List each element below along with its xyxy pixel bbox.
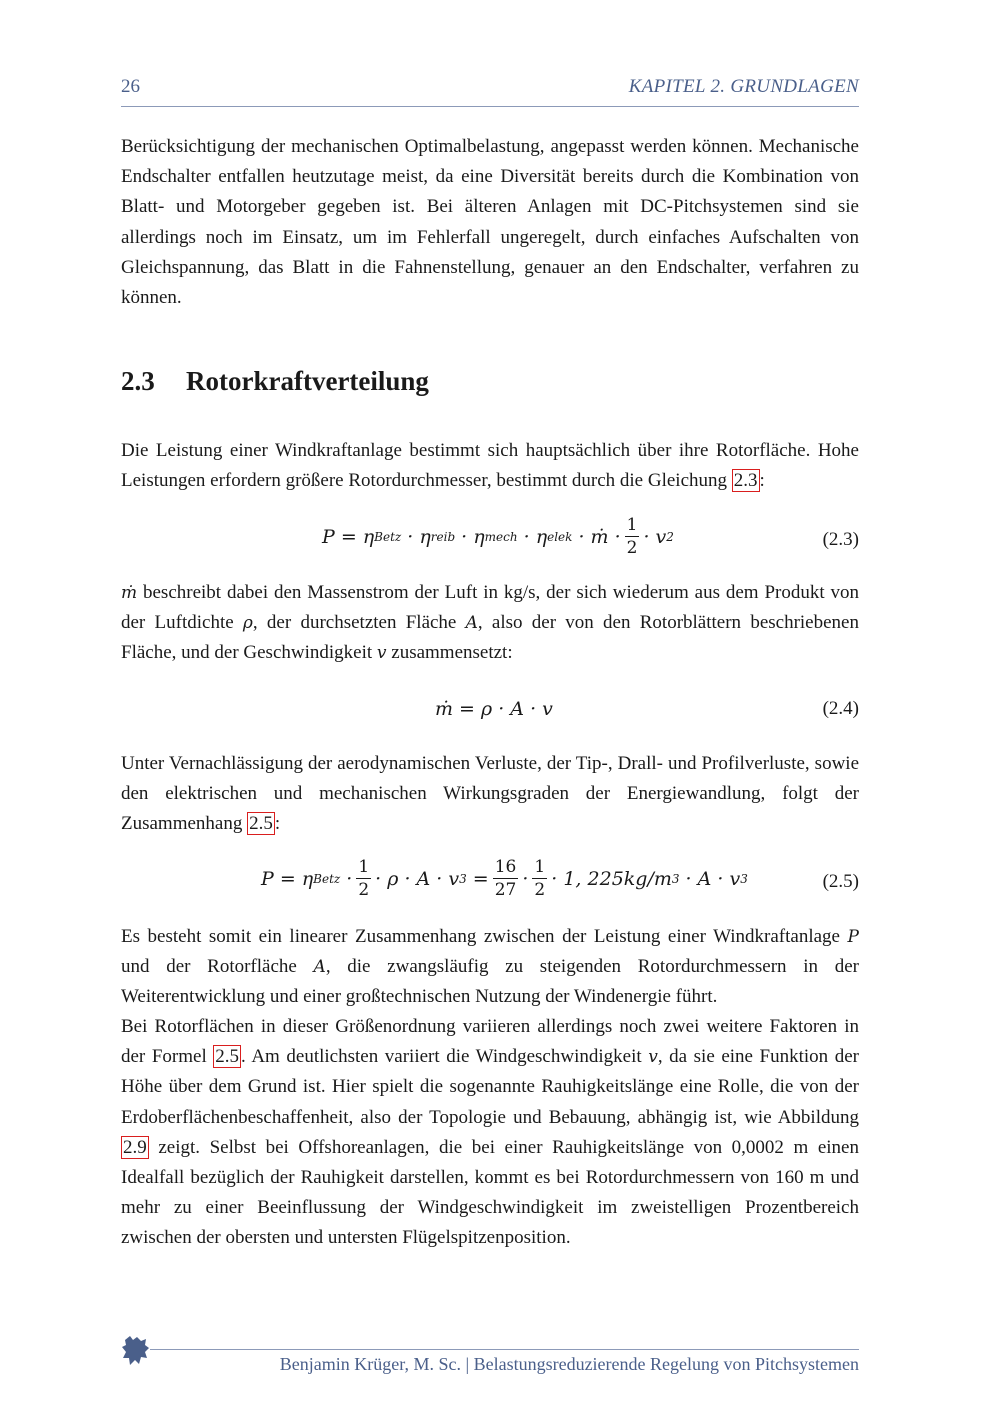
paragraph-text: zeigt. Selbst bei Offshoreanlagen, die bei einer Rauhigkeitslänge von 0,0002 m einen Idealfall bezüglich der Rauhigkeit darstellen, kommt es bei Rotordurchmessern von 160 m und mehr zu einer Beeinflussung der Windgeschwindigkeit im zweistelligen Prozentbereich zwischen der obersten und untersten Flügelspitzenposition. (121, 1136, 859, 1249)
paragraph-text: Unter Vernachlässigung der aerodynamischen Verluste, der Tip-, Drall- und Profilverluste, sowie den elektrischen und mechanischen Wirkungsgraden der Energiewandlung, folgt der Zusammenhang (121, 753, 859, 835)
paragraph-text: und der Rotorfläche (121, 956, 314, 978)
paragraph-text: , also der von den Rotorblättern beschriebenen Fläche, und der Geschwindigkeit (121, 612, 859, 664)
chapter-title: KAPITEL 2. GRUNDLAGEN (628, 76, 859, 97)
paragraph-text: zusammensetzt: (386, 642, 513, 664)
page-header (121, 74, 859, 107)
footer-divider (150, 1349, 859, 1350)
paragraph-text: , da sie eine Funktion der Höhe über dem Grund ist. Hier spielt die sogenannte Rauhigkeitslänge eine Rolle, die von der Erdoberflächenbeschaffenheit, also der Topologie und Bebauung, abhängig ist, wie Abbildung (121, 1046, 859, 1128)
paragraph-power (121, 436, 859, 496)
section-number: 2.3 (121, 366, 155, 396)
equation-number: (2.3) (822, 529, 859, 550)
university-logo (121, 1334, 151, 1368)
equation-2-3 (121, 514, 859, 564)
paragraph-text: Es besteht somit ein linearer Zusammenhang zwischen der Leistung einer Windkraftanlage (121, 926, 848, 947)
paragraph-text: . Am deutlichsten variiert die Windgeschwindigkeit (241, 1046, 649, 1068)
equation-number: (2.5) (822, 871, 859, 892)
paragraph-text: Bei Rotorflächen in dieser Größenordnung variieren allerdings noch zwei weitere Faktoren in der Formel (121, 1016, 859, 1068)
figure-ref-link[interactable]: 2.9 (123, 1136, 147, 1158)
punctuation: : (274, 813, 281, 835)
paragraph-roughness: Bei Rotorflächen in dieser Größenordnung variieren allerdings noch zwei weitere Faktoren in der Formel 2.5 . Am deutlichsten variiert die Windgeschwindigkeit v, da sie eine Funktion der Höhe über dem Grund ist. Hier spielt die sogenannte Rauhigkeitslänge eine Rolle, die von der Erdoberflächenbeschaffenheit, also der Topologie und Bebauung, abhängig ist, wie Abbildung 2.9 zeigt. Selbst bei Offshoreanlagen, die bei einer Rauhigkeitslänge von 0,0002 m einen Idealfall bezüglich der Rauhigkeit darstellen, kommt es bei Rotordurchmessern von 160 m und mehr zu einer Beeinflussung der Windgeschwindigkeit im zweistelligen Prozentbereich zwischen der obersten und untersten Flügelspitzenposition. (121, 1016, 859, 1249)
air-density-constant: 1, 225kg/m (563, 867, 672, 890)
punctuation: : (759, 470, 765, 492)
section-heading (121, 366, 429, 397)
paragraph-mass-flow: ṁ beschreibt dabei den Massenstrom der Luft in kg/s, der sich wiederum aus dem Produkt von der Luftdichte ρ, der durchsetzten Fläche A, also der von den Rotorblättern beschriebenen Fläche, und der Geschwindigkeit v zusammensetzt: (121, 582, 859, 664)
equation-2-5 (121, 856, 859, 906)
page-number: 26 (121, 76, 140, 97)
fraction-numerator: 16 (494, 857, 517, 877)
paragraph-text: beschreibt dabei den Massenstrom der Luft in kg/s, der sich wiederum aus dem Produkt von der Luftdichte (121, 582, 859, 634)
equation-ref-link[interactable]: 2.5 (249, 813, 273, 835)
equation-body: P = η Betz · η reib · η mech · η elek · ṁ · $\frac{1}{2}$ · v 2 (322, 515, 674, 558)
paragraph-text: , die zwangsläufig zu steigenden Rotordurchmessern in der Weiterentwicklung und einer großtechnischen Nutzung der Windenergie führt. (121, 956, 859, 1008)
page-footer: Benjamin Krüger, M. Sc. | Belastungsreduzierende Regelung von Pitchsystemen (279, 1354, 859, 1374)
equation-body: ṁ = ρ · A · v (435, 698, 553, 720)
equation-number: (2.4) (822, 698, 859, 719)
paragraph-linear: Es besteht somit ein linearer Zusammenhang zwischen der Leistung einer Windkraftanlage P und der Rotorfläche A, die zwangsläufig zu steigenden Rotordurchmessern in der Weiterentwicklung und einer großtechnischen Nutzung der Windenergie führt. (121, 926, 859, 1008)
equation-ref-link[interactable]: 2.5 (215, 1046, 240, 1068)
section-title: Rotorkraftverteilung (186, 366, 429, 396)
paragraph-text: , der durchsetzten Fläche (252, 612, 466, 634)
fraction-denominator: 27 (494, 880, 517, 900)
intro-paragraph: Berücksichtigung der mechanischen Optimalbelastung, angepasst werden können. Mechanische Endschalter entfallen heutzutage meist, da eine Diversität bereits durch die Kombination von Blatt- und Motorgeber gegeben ist. Bei älteren Anlagen mit DC-Pitchsystemen sind sie allerdings noch im Einsatz, um im Fehlerfall ungeregelt, durch einfaches Aufschalten von Gleichspannung, das Blatt in die Fahnenstellung, genauer an den Endschalter, verfahren zu können. (121, 136, 859, 309)
paragraph-text: Die Leistung einer Windkraftanlage bestimmt sich hauptsächlich über ihre Rotorfläche. Hohe Leistungen erfordern größere Rotordurchmesser, bestimmt durch die Gleichung (121, 440, 859, 492)
paragraph-relation (121, 749, 859, 840)
equation-body: P = η Betz · $\frac{1}{2}$ · ρ · A · v 3 = $\frac{16}{27}$ · $\frac{1}{2}$ · 1, 225kg/m 3 · A · v 3 (261, 857, 748, 900)
equation-2-4 (121, 694, 859, 744)
equation-ref-link[interactable]: 2.3 (733, 470, 758, 492)
